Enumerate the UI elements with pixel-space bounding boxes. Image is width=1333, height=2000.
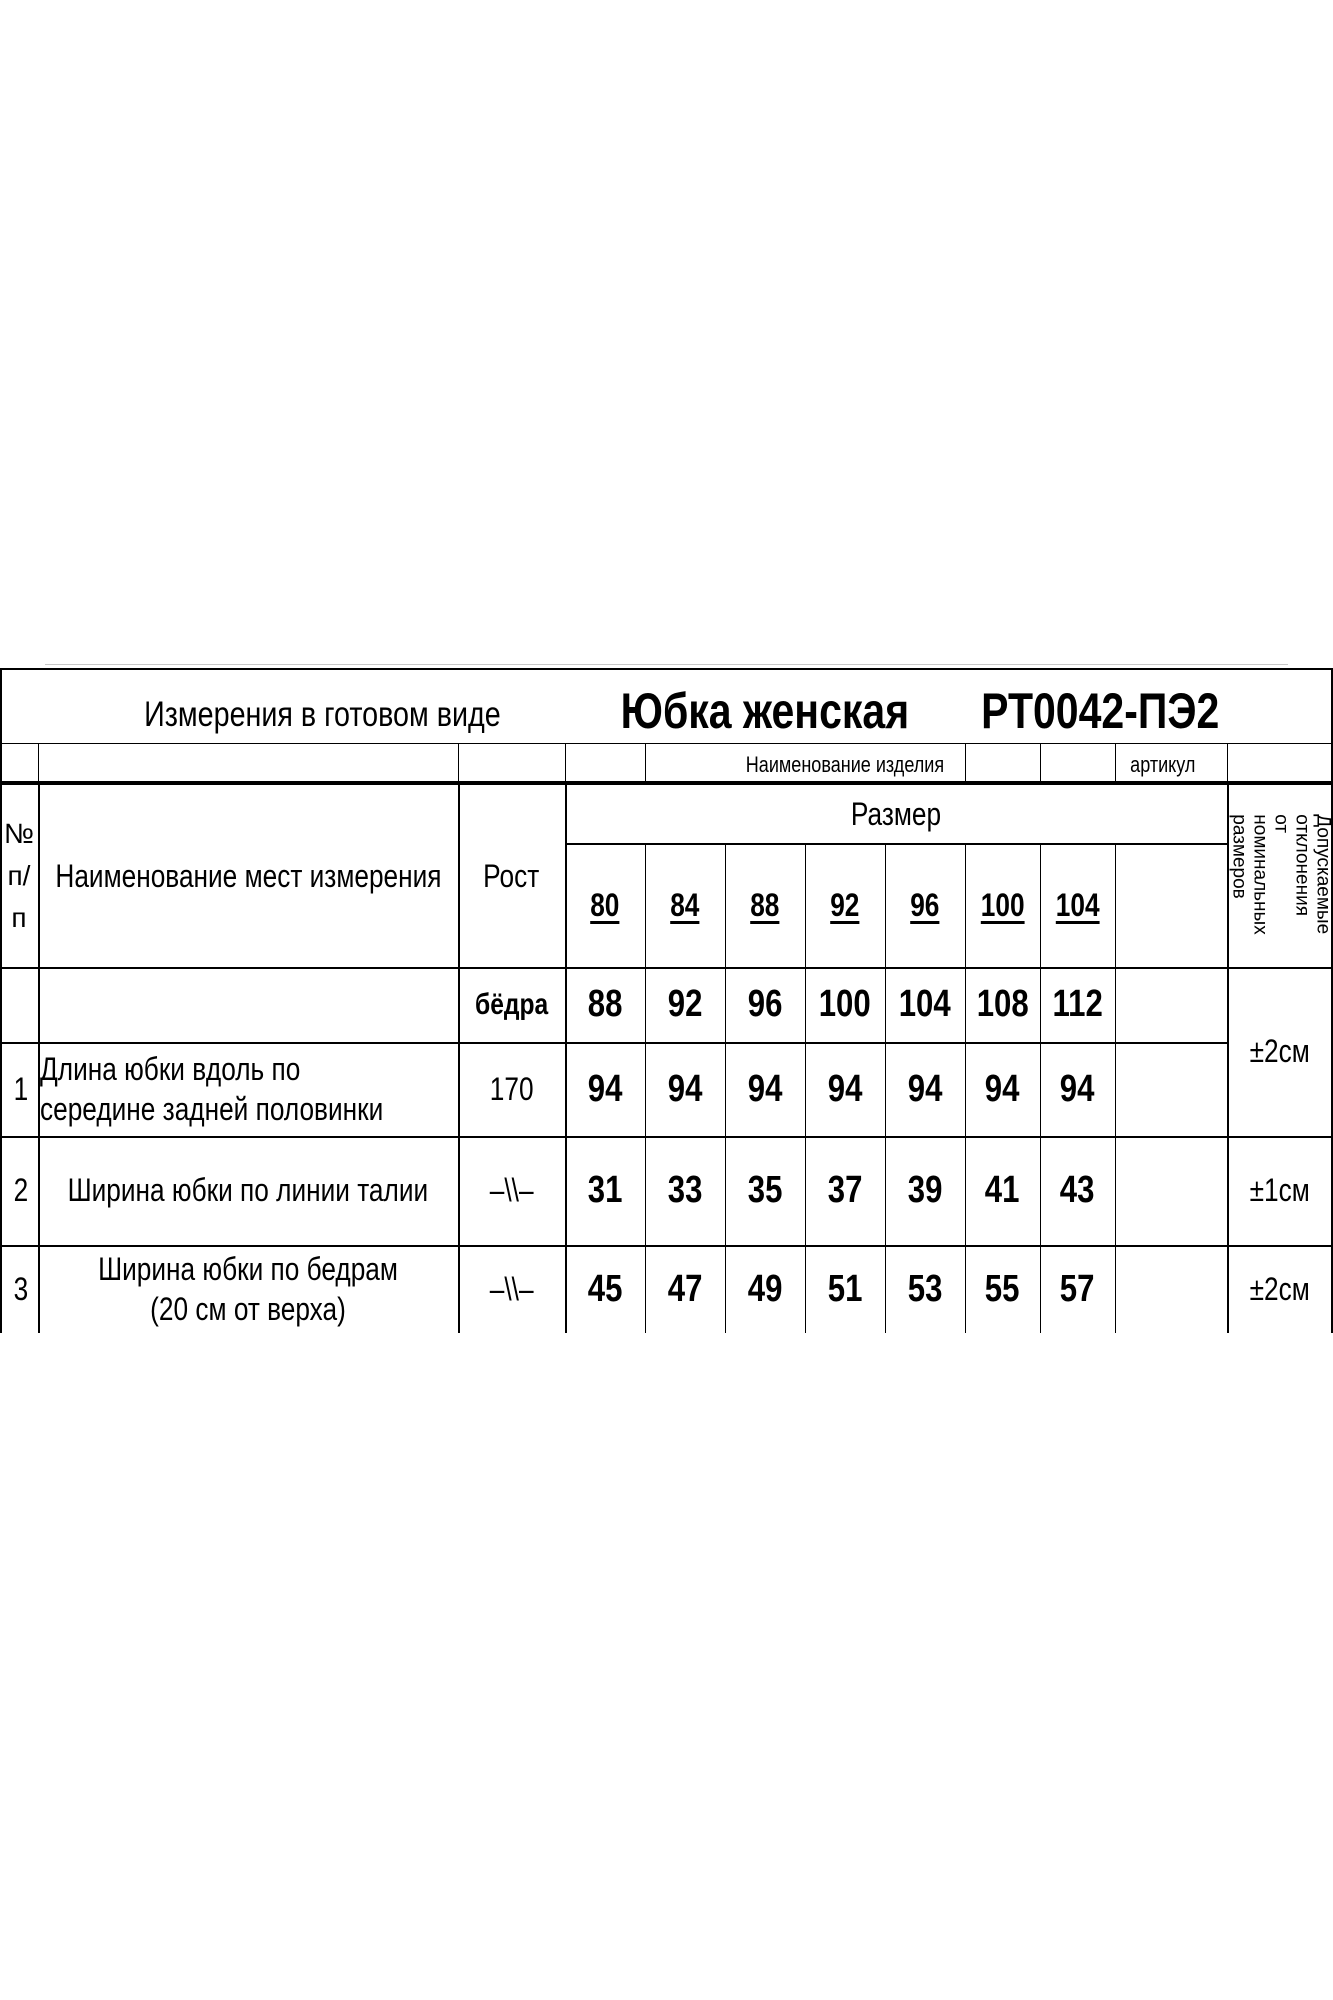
hips-value: 104 (899, 983, 951, 1025)
row-value: 94 (827, 1067, 863, 1110)
hips-value: 112 (1052, 983, 1103, 1025)
tolerance-row-1: ±2см (1249, 1033, 1311, 1069)
hips-value: 96 (747, 983, 783, 1025)
header-tolerance: Допускаемые отклонения от номинальных размеров (1228, 814, 1333, 935)
row-value: 57 (1060, 1267, 1095, 1310)
row-value: 94 (667, 1067, 703, 1110)
row-value: 35 (747, 1169, 783, 1211)
row-value: 53 (907, 1267, 943, 1310)
row-value: 55 (985, 1267, 1020, 1310)
row-value: 94 (1060, 1067, 1095, 1110)
row-value: 47 (667, 1267, 703, 1310)
row-value: 37 (827, 1169, 863, 1211)
row-value: 94 (907, 1067, 943, 1110)
product-name: Юбка женская (620, 683, 910, 739)
table-top-border (0, 668, 1333, 670)
measurements-title: Измерения в готовом виде (144, 695, 501, 734)
caption-col-border (458, 743, 459, 782)
row-value: 41 (985, 1169, 1020, 1211)
row-value: 33 (667, 1169, 703, 1211)
size-header-96: 96 (910, 886, 940, 923)
row-value: 39 (907, 1169, 943, 1211)
row-number: 2 (13, 1172, 29, 1208)
hips-value: 100 (819, 983, 871, 1025)
row-value: 94 (747, 1067, 783, 1110)
row-value: 31 (587, 1169, 623, 1211)
row-value: 49 (747, 1267, 783, 1310)
header-height: Рост (483, 857, 540, 894)
hips-value: 92 (667, 983, 703, 1025)
header-size: Размер (850, 795, 942, 832)
size-header-88: 88 (750, 886, 780, 923)
hips-value: 108 (976, 983, 1029, 1025)
product-name-caption: Наименование изделия (745, 752, 945, 777)
size-header-104: 104 (1055, 886, 1100, 923)
hips-value: 88 (587, 983, 623, 1025)
hips-label: бёдра (474, 987, 549, 1021)
top-divider (45, 664, 1288, 665)
row-measurement-name: Ширина юбки по бедрам (20 см от верха) (98, 1251, 398, 1327)
tolerance-row-2: ±1см (1249, 1172, 1311, 1208)
row-number: 3 (13, 1270, 29, 1307)
caption-col-border (1040, 743, 1041, 782)
row-height: –\\– (489, 1172, 534, 1208)
article-number: РТ0042-ПЭ2 (980, 683, 1220, 739)
row-value: 43 (1060, 1169, 1095, 1211)
article-caption: артикул (1129, 752, 1196, 777)
row-height: –\\– (489, 1270, 534, 1307)
size-header-100: 100 (980, 886, 1025, 923)
size-col-border (1115, 843, 1116, 1333)
caption-col-border (645, 743, 646, 782)
row-value: 45 (587, 1267, 623, 1310)
caption-col-border (1227, 743, 1228, 782)
header-measurement-name: Наименование мест измерения (54, 857, 442, 894)
size-header-80: 80 (590, 886, 620, 923)
row-measurement-name: Длина юбки вдоль по середине задней половинки (40, 1051, 384, 1127)
row-value: 94 (587, 1067, 623, 1110)
tolerance-row-3: ±2см (1249, 1270, 1311, 1307)
row-value: 51 (827, 1267, 863, 1310)
row-number: 1 (13, 1070, 29, 1107)
size-header-84: 84 (670, 886, 700, 923)
row-measurement-name: Ширина юбки по линии талии (67, 1172, 429, 1208)
caption-col-border (565, 743, 566, 782)
row-value: 94 (985, 1067, 1020, 1110)
row-height: 170 (489, 1070, 534, 1107)
header-number: № п/ п (3, 818, 35, 933)
caption-col-border (38, 743, 39, 782)
size-header-92: 92 (830, 886, 860, 923)
